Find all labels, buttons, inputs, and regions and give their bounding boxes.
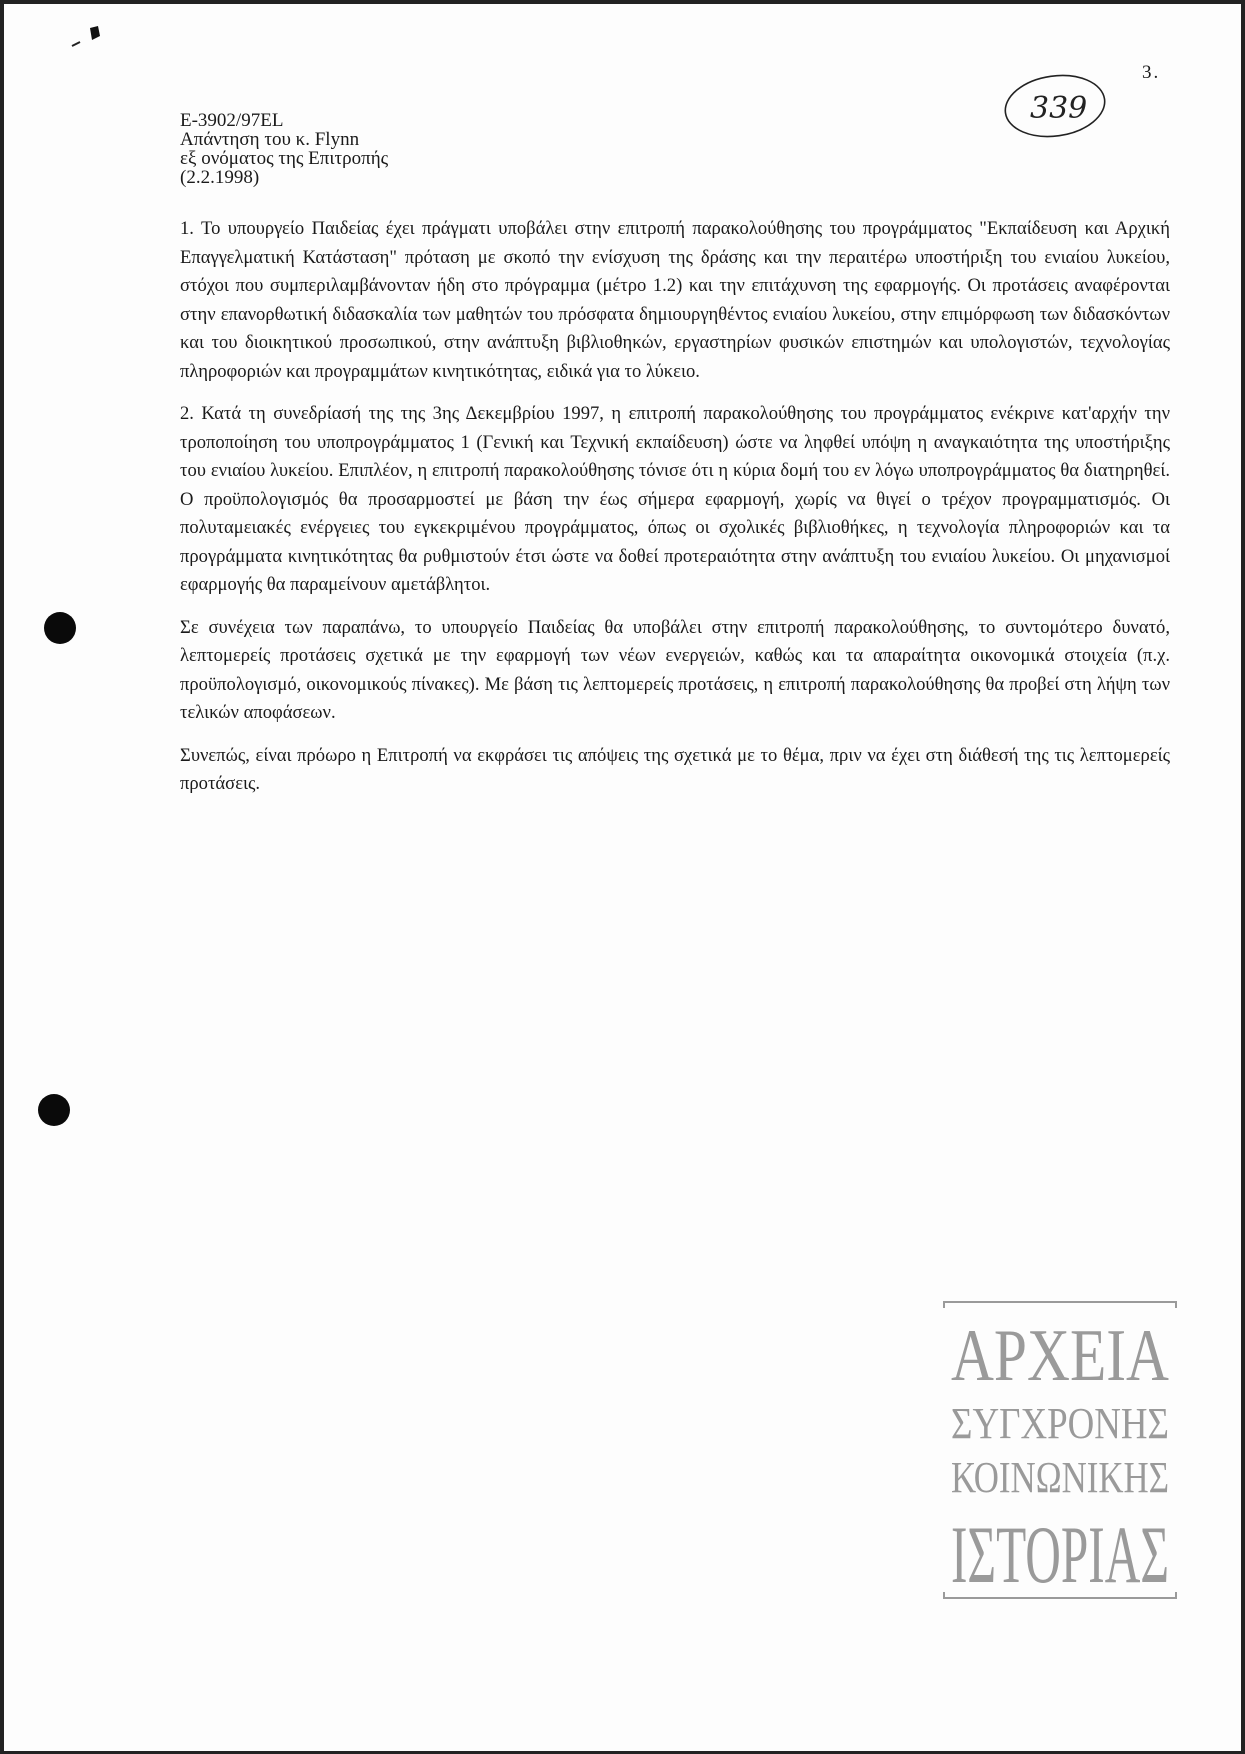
- handwritten-stamp-339: [1000, 70, 1110, 142]
- paragraph-2: 2. Κατά τη συνεδρίασή της της 3ης Δεκεμβρίου 1997, η επιτροπή παρακολούθησης του προγράμματος ενέκρινε κατ'αρχήν την τροποποίηση του υποπρογράμματος 1 (Γενική και Τεχνική εκπαίδευση) ώστε να ληφθεί υπόψη η αναγκαιότητα της υποστήριξης του ενιαίου λυκείου. Επιπλέον, η επιτροπή παρακολούθησης τόνισε ότι η κύρια δομή του εν λόγω υποπρογράμματος θα διατηρηθεί. Ο προϋπολογισμός θα προσαρμοστεί με βάση την έως σήμερα εφαρμογή, χωρίς να θιγεί ο τρέχον προγραμματισμός. Οι πολυταμειακές ενέργειες του εγκεκριμένου προγράμματος, όπως οι σχολικές βιβλιοθήκες, η τεχνολογία πληροφοριών και τα προγράμματα κινητικότητας θα ρυθμιστούν έτσι ώστε να δοθεί προτεραιότητα στην ανάπτυξη του ενιαίου λυκείου. Οι μηχανισμοί εφαρμογής θα παραμείνουν αμετάβλητοι.: [180, 403, 1170, 595]
- paragraph-1: 1. Το υπουργείο Παιδείας έχει πράγματι υποβάλει στην επιτροπή παρακολούθησης του προγράμματος "Εκπαίδευση και Αρχική Επαγγελματική Κατάσταση" πρόταση με σκοπό την ενίσχυση της δράσης και την περαιτέρω υποστήριξη του ενιαίου λυκείου, στόχοι που συμπεριλαμβάνονταν ήδη στο πρόγραμμα (μέτρο 1.2) και την επιτάχυνση της εφαρμογής. Οι προτάσεις αναφέρονται στην επανορθωτική διδασκαλία των μαθητών του πρόσφατα δημιουργηθέντος ενιαίου λυκείου, στην επιμόρφωση των διδασκόντων και του διοικητικού προσωπικού, στην ανάπτυξη βιβλιοθηκών, εργαστηρίων φυσικών επιστημών και υπολογιστών, τεχνολογίας πληροφοριών και προγραμμάτων κινητικότητας, ειδικά για το λύκειο.: [180, 218, 1170, 382]
- paragraph-3: Σε συνέχεια των παραπάνω, το υπουργείο Παιδείας θα υποβάλει στην επιτροπή παρακολούθησης, το συντομότερο δυνατό, λεπτομερείς προτάσεις σχετικά με την εφαρμογή των νέων ενεργειών, καθώς και τα απαραίτητα οικονομικά στοιχεία (π.χ. προϋπολογισμό, οικονομικούς πίνακες). Με βάση τις λεπτομερείς προτάσεις, η επιτροπή παρακολούθησης θα προβεί στη λήψη των τελικών αποφάσεων.: [180, 616, 1170, 723]
- ink-mark-icon: [70, 24, 110, 50]
- page-number: 3.: [1142, 62, 1161, 83]
- punch-hole-bottom: [38, 1094, 70, 1126]
- logo-line-4: ΙΣΤΟΡΙΑΣ: [951, 1509, 1169, 1600]
- logo-line-2: ΣΥΓΧΡΟΝΗΣ: [951, 1399, 1169, 1448]
- stamp-number: 339: [1030, 91, 1088, 126]
- scan-edge-top: [0, 0, 1245, 4]
- answer-date: (2.2.1998): [180, 167, 260, 188]
- punch-hole-top: [44, 612, 76, 644]
- document-header: [180, 111, 388, 187]
- on-behalf-of: εξ ονόματος της Επιτροπής: [180, 148, 389, 169]
- archive-logo: [940, 1300, 1180, 1600]
- logo-line-3: ΚΟΙΝΩΝΙΚΗΣ: [951, 1453, 1169, 1502]
- answer-by: Απάντηση του κ. Flynn: [180, 129, 360, 150]
- logo-line-1: ΑΡΧΕΙΑ: [951, 1315, 1169, 1397]
- document-body: [180, 215, 1170, 813]
- scan-edge-right: [1241, 0, 1245, 1754]
- paragraph-4: Συνεπώς, είναι πρόωρο η Επιτροπή να εκφράσει τις απόψεις της σχετικά με το θέμα, πριν να έχει στη διάθεσή της τις λεπτομερείς προτάσεις.: [180, 744, 1170, 794]
- scan-edge-left: [0, 0, 4, 1754]
- reference-number: E-3902/97EL: [180, 110, 284, 131]
